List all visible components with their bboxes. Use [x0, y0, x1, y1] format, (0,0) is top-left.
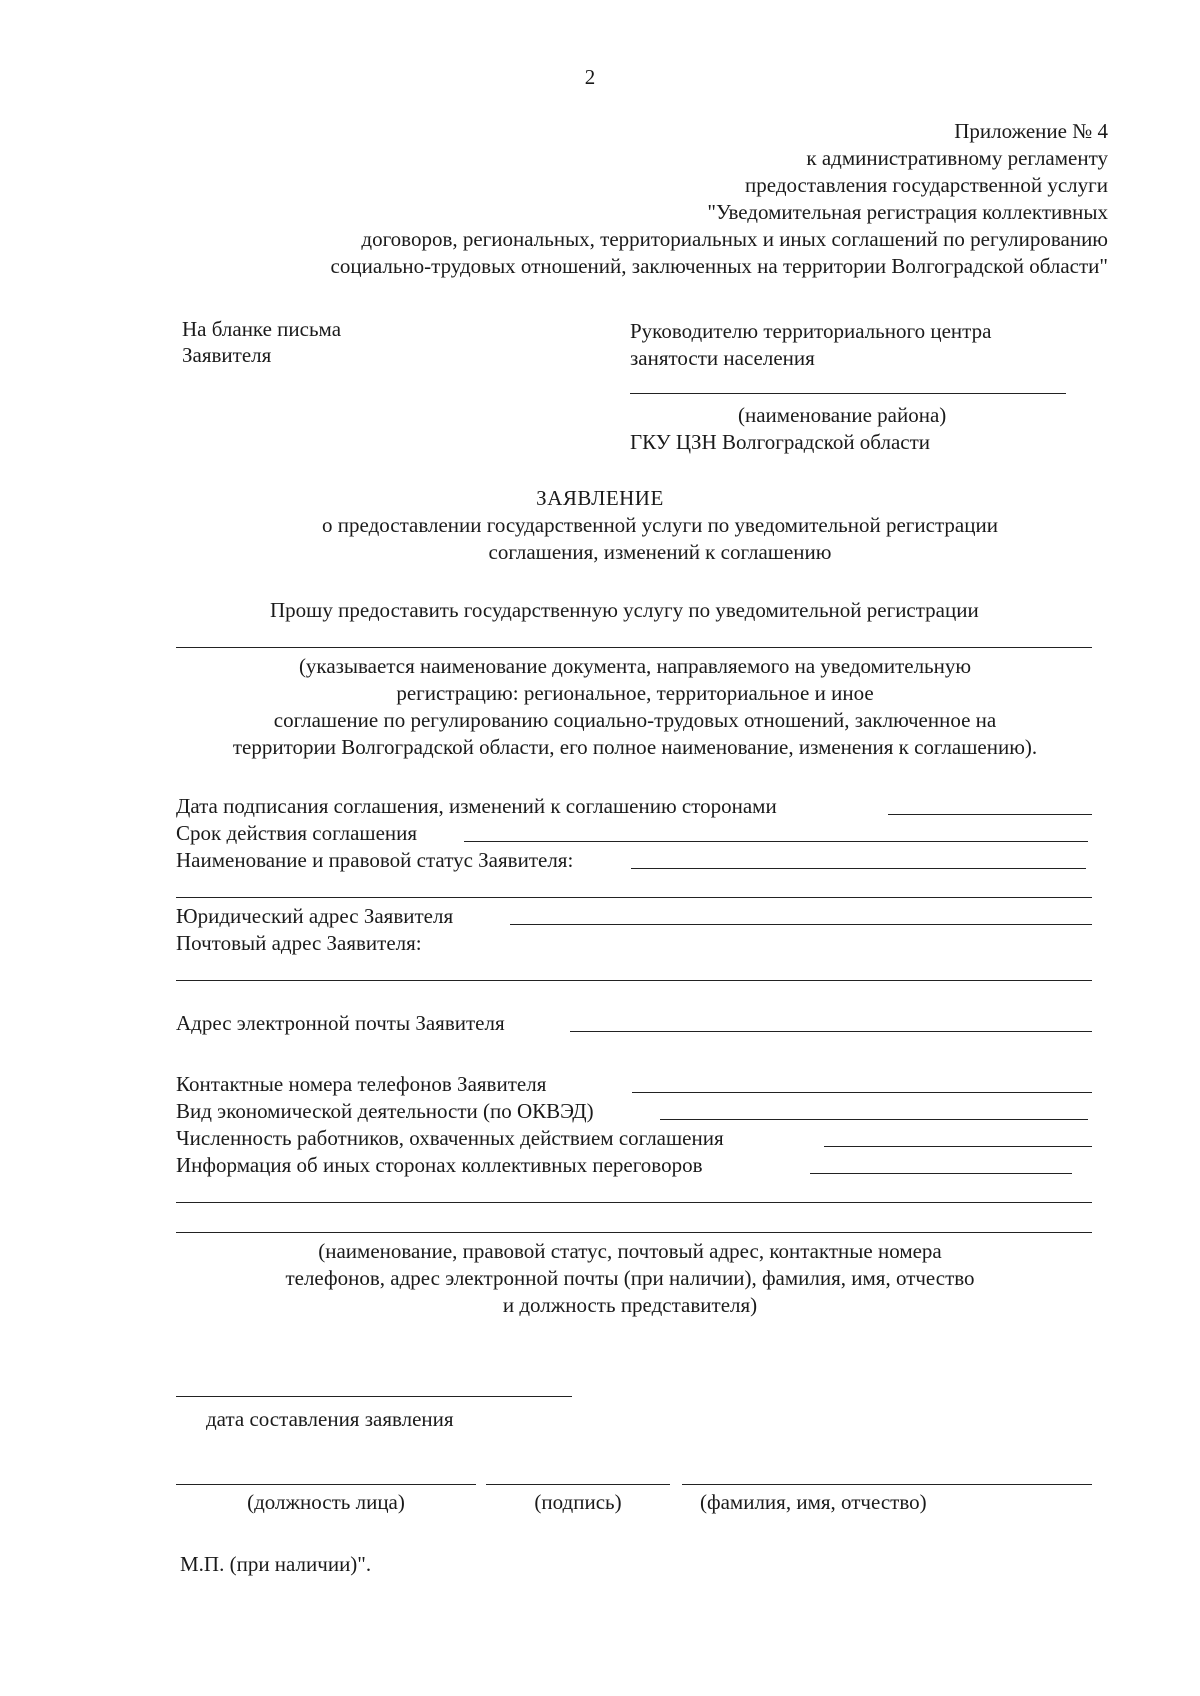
validity-label: Срок действия соглашения [176, 821, 418, 845]
appendix-line: договоров, региональных, территориальных и иных соглашений по регулированию [361, 227, 1108, 251]
parties-hint-line: (наименование, правовой статус, почтовый адрес, контактные номера [318, 1239, 942, 1263]
request-hint-line: соглашение по регулированию социально-трудовых отношений, заключенное на [273, 708, 997, 732]
district-hint: (наименование района) [738, 403, 947, 427]
appendix-line: к административному регламенту [806, 146, 1108, 170]
name-status-label: Наименование и правовой статус Заявителя: [176, 848, 574, 872]
other-parties-blank-2[interactable] [176, 1202, 1092, 1203]
request-text: Прошу предоставить государственную услугу по уведомительной регистрации [270, 598, 979, 622]
other-parties-field [176, 1152, 1092, 1178]
request-hint-line: территории Волгоградской области, его полное наименование, изменения к соглашению). [232, 735, 1038, 759]
addressee-org: ГКУ ЦЗН Волгоградской области [630, 430, 931, 454]
stamp-note: М.П. (при наличии)". [180, 1552, 372, 1576]
document-subtitle: о предоставлении государственной услуги по уведомительной регистрации [322, 513, 998, 537]
other-parties-blank-3[interactable] [176, 1232, 1092, 1233]
legal-address-label: Юридический адрес Заявителя [176, 904, 454, 928]
postal-address-label: Почтовый адрес Заявителя: [176, 931, 422, 955]
employees-blank[interactable] [824, 1146, 1092, 1147]
parties-hint-line: и должность представителя) [502, 1293, 758, 1317]
name-status-blank-2[interactable] [176, 897, 1092, 898]
phones-field [176, 1071, 1092, 1097]
signing-date-label: Дата подписания соглашения, изменений к соглашению сторонами [176, 794, 777, 818]
email-field [176, 1010, 1092, 1036]
postal-address-blank[interactable] [176, 980, 1092, 981]
appendix-line: Приложение № 4 [954, 119, 1108, 143]
email-label: Адрес электронной почты Заявителя [176, 1011, 505, 1035]
appendix-line: социально-трудовых отношений, заключенных на территории Волгоградской области" [330, 254, 1108, 278]
signature-blank[interactable] [486, 1484, 670, 1485]
name-status-field [176, 847, 1092, 873]
employees-field [176, 1125, 1092, 1151]
phones-label: Контактные номера телефонов Заявителя [176, 1072, 547, 1096]
addressee-line: Руководителю территориального центра [630, 319, 992, 343]
employees-label: Численность работников, охваченных действием соглашения [176, 1126, 724, 1150]
okved-blank[interactable] [660, 1119, 1088, 1120]
signature-label: (подпись) [534, 1490, 622, 1514]
email-blank[interactable] [570, 1031, 1092, 1032]
position-label: (должность лица) [247, 1490, 405, 1514]
fio-blank[interactable] [682, 1484, 1092, 1485]
addressee-line: занятости населения [630, 346, 815, 370]
other-parties-label: Информация об иных сторонах коллективных переговоров [176, 1153, 703, 1177]
phones-blank[interactable] [632, 1092, 1092, 1093]
district-underline [630, 393, 1066, 394]
request-hint-line: регистрацию: региональное, территориальное и иное [396, 681, 874, 705]
okved-field [176, 1098, 1092, 1124]
validity-blank[interactable] [464, 841, 1088, 842]
legal-address-blank[interactable] [510, 924, 1092, 925]
letterhead-left-line: На бланке письма [182, 317, 342, 341]
signing-date-blank[interactable] [888, 814, 1092, 815]
appendix-line: "Уведомительная регистрация коллективных [707, 200, 1108, 224]
letterhead-left-line: Заявителя [182, 343, 272, 367]
okved-label: Вид экономической деятельности (по ОКВЭД) [176, 1099, 594, 1123]
request-underline [176, 647, 1092, 648]
position-blank[interactable] [176, 1484, 476, 1485]
appendix-line: предоставления государственной услуги [745, 173, 1108, 197]
other-parties-blank[interactable] [810, 1173, 1072, 1174]
signing-date-field [176, 793, 1092, 819]
legal-address-field [176, 903, 1092, 929]
name-status-blank[interactable] [631, 868, 1086, 869]
validity-field [176, 820, 1092, 846]
page-number: 2 [584, 65, 596, 89]
document-subtitle: соглашения, изменений к соглашению [488, 540, 832, 564]
request-hint-line: (указывается наименование документа, направляемого на уведомительную [298, 654, 972, 678]
date-blank[interactable] [176, 1396, 572, 1397]
postal-address-field [176, 930, 1092, 956]
fio-label: (фамилия, имя, отчество) [700, 1490, 927, 1514]
date-label: дата составления заявления [206, 1407, 454, 1431]
document-title: ЗАЯВЛЕНИЕ [536, 486, 664, 510]
parties-hint-line: телефонов, адрес электронной почты (при наличии), фамилия, имя, отчество [285, 1266, 975, 1290]
